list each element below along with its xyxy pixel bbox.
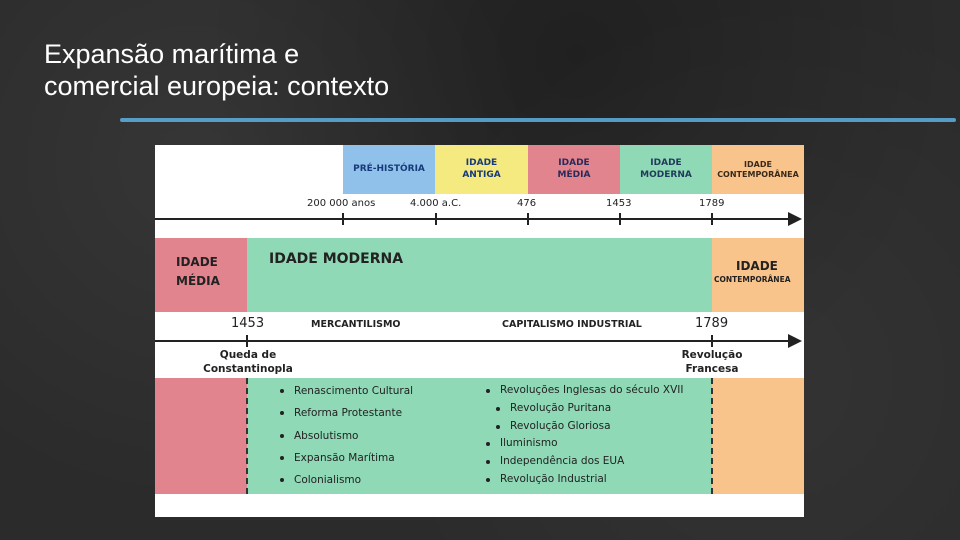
detail-right-period-line-1: IDADE bbox=[736, 259, 778, 273]
dashed-divider-1789 bbox=[711, 378, 713, 494]
top-axis-tick bbox=[619, 213, 621, 225]
tick-label-476: 476 bbox=[517, 198, 537, 209]
top-axis-arrow-icon bbox=[788, 212, 802, 226]
tick-label-1453: 1453 bbox=[606, 198, 632, 209]
period-idade-contemporanea-line-1: IDADE bbox=[744, 159, 772, 169]
bottom-band-idade-contemporanea bbox=[712, 378, 804, 494]
slide-title-line-1: Expansão marítima e bbox=[44, 39, 300, 69]
period-idade-antiga-line-2: ANTIGA bbox=[462, 169, 501, 180]
slide-title-line-2: comercial europeia: contexto bbox=[44, 71, 390, 102]
list-item: Absolutismo bbox=[280, 425, 413, 447]
list-item: Colonialismo bbox=[280, 469, 413, 491]
top-axis-tick bbox=[435, 213, 437, 225]
bullet-list-left bbox=[280, 380, 413, 491]
top-axis-tick bbox=[342, 213, 344, 225]
list-item: Revoluções Inglesas do século XVII bbox=[486, 382, 684, 400]
period-idade-media-line-2: MÉDIA bbox=[557, 169, 591, 180]
period-idade-media-line-1: IDADE bbox=[558, 158, 590, 169]
dashed-divider-1453 bbox=[246, 378, 248, 494]
list-item: Expansão Marítima bbox=[280, 447, 413, 469]
detail-axis-arrow-icon bbox=[788, 334, 802, 348]
list-item: Renascimento Cultural bbox=[280, 380, 413, 402]
period-idade-media bbox=[528, 145, 620, 194]
list-item: Independência dos EUA bbox=[486, 453, 684, 471]
period-pre-historia-label: PRÉ-HISTÓRIA bbox=[353, 163, 425, 174]
detail-axis-tick bbox=[246, 335, 248, 347]
top-axis-tick bbox=[527, 213, 529, 225]
list-item: Reforma Protestante bbox=[280, 402, 413, 424]
event-end-line-2: Francesa bbox=[685, 362, 739, 375]
top-axis-tick bbox=[711, 213, 713, 225]
timeline-figure bbox=[155, 145, 804, 517]
detail-left-period bbox=[176, 253, 220, 290]
detail-right-period-line-2: CONTEMPORÂNEA bbox=[714, 274, 791, 284]
detail-left-period-line-1: IDADE bbox=[176, 255, 218, 269]
band-idade-moderna bbox=[247, 238, 712, 312]
period-idade-moderna-line-2: MODERNA bbox=[640, 169, 692, 180]
period-idade-moderna bbox=[620, 145, 712, 194]
detail-end-year: 1789 bbox=[695, 316, 729, 331]
tick-label-4000-ac: 4.000 a.C. bbox=[410, 198, 462, 209]
event-start-line-1: Queda de bbox=[219, 349, 277, 361]
bottom-band-idade-media bbox=[155, 378, 247, 494]
bullet-list-right bbox=[486, 382, 684, 489]
period-pre-historia bbox=[343, 145, 435, 194]
tick-label-1789: 1789 bbox=[699, 198, 725, 209]
slide-title bbox=[44, 38, 389, 103]
detail-axis-line bbox=[155, 340, 789, 342]
top-axis-line bbox=[155, 218, 789, 220]
event-revolucao-francesa bbox=[669, 349, 755, 376]
phase-mercantilismo: MERCANTILISMO bbox=[311, 319, 401, 330]
detail-center-period: IDADE MODERNA bbox=[269, 251, 404, 267]
detail-right-period bbox=[714, 259, 791, 284]
detail-left-period-line-2: MÉDIA bbox=[176, 273, 220, 288]
period-idade-contemporanea-line-2: CONTEMPORÂNEA bbox=[717, 169, 799, 179]
list-item: Revolução Puritana bbox=[486, 400, 684, 418]
title-underline bbox=[120, 118, 956, 122]
list-item: Revolução Industrial bbox=[486, 471, 684, 489]
list-item: Revolução Gloriosa bbox=[486, 418, 684, 436]
period-idade-antiga bbox=[435, 145, 528, 194]
phase-capitalismo-industrial: CAPITALISMO INDUSTRIAL bbox=[502, 319, 642, 330]
event-queda-constantinopla bbox=[203, 349, 293, 376]
event-start-line-2: Constantinopla bbox=[203, 362, 293, 375]
period-idade-contemporanea bbox=[712, 145, 804, 194]
event-end-line-1: Revolução bbox=[681, 349, 743, 361]
detail-axis-tick bbox=[711, 335, 713, 347]
period-idade-antiga-line-1: IDADE bbox=[465, 158, 498, 169]
list-item: Iluminismo bbox=[486, 435, 684, 453]
period-idade-moderna-line-1: IDADE bbox=[650, 158, 682, 169]
tick-label-200000-anos: 200 000 anos bbox=[307, 198, 376, 209]
detail-start-year: 1453 bbox=[231, 316, 265, 331]
